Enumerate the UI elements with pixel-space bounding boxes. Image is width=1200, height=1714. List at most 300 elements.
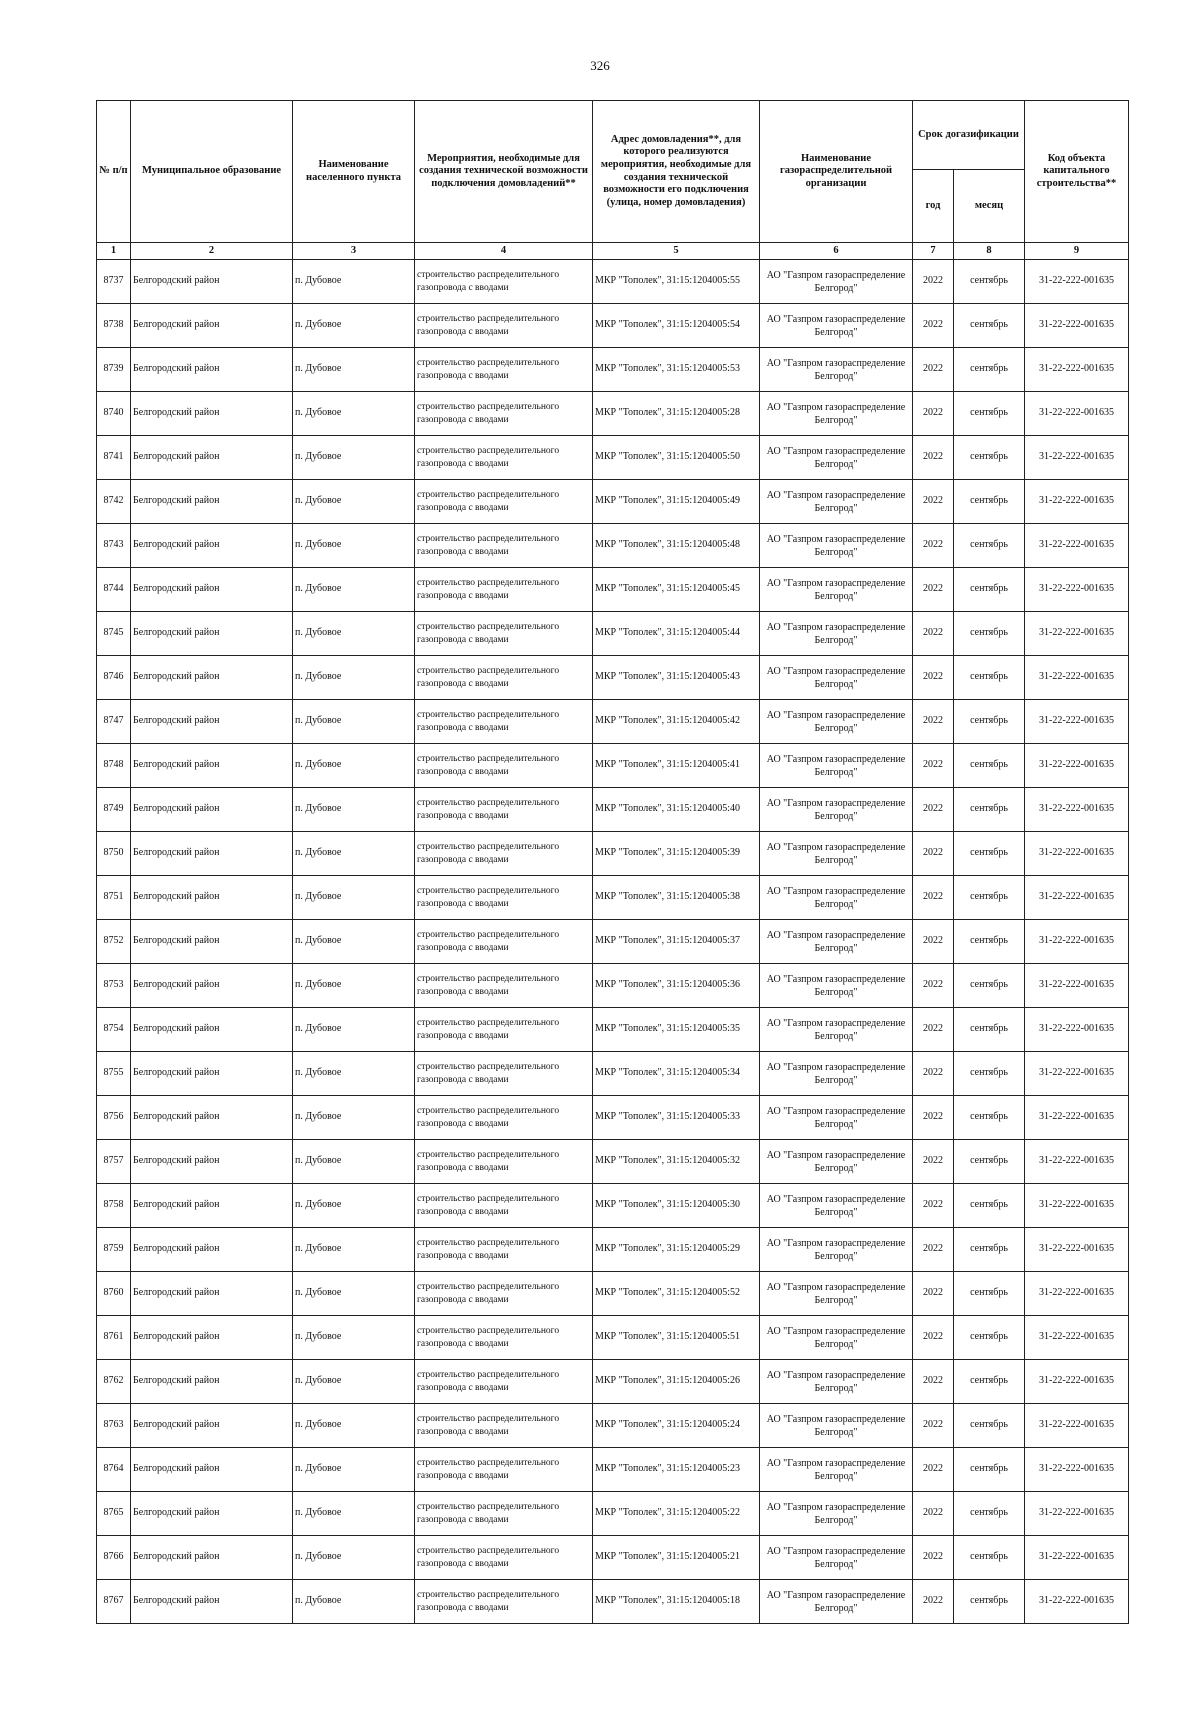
cell-code: 31-22-222-001635	[1025, 744, 1129, 788]
cell-address: МКР "Тополек", 31:15:1204005:33	[593, 1096, 760, 1140]
cell-month: сентябрь	[954, 524, 1025, 568]
cell-address: МКР "Тополек", 31:15:1204005:32	[593, 1140, 760, 1184]
cell-activity: строительство распределительного газопровода с вводами	[415, 700, 593, 744]
table-row	[97, 260, 1129, 304]
cell-number: 8761	[97, 1316, 131, 1360]
cell-number: 8744	[97, 568, 131, 612]
cell-municipality: Белгородский район	[131, 1492, 293, 1536]
table-row	[97, 788, 1129, 832]
cell-activity: строительство распределительного газопровода с вводами	[415, 568, 593, 612]
cell-year: 2022	[913, 1404, 954, 1448]
header-settlement: Наименование населенного пункта	[293, 101, 415, 243]
cell-month: сентябрь	[954, 568, 1025, 612]
cell-municipality: Белгородский район	[131, 1360, 293, 1404]
cell-settlement: п. Дубовое	[293, 1096, 415, 1140]
cell-number: 8754	[97, 1008, 131, 1052]
cell-year: 2022	[913, 1228, 954, 1272]
cell-municipality: Белгородский район	[131, 1228, 293, 1272]
cell-code: 31-22-222-001635	[1025, 568, 1129, 612]
cell-activity: строительство распределительного газопровода с вводами	[415, 1052, 593, 1096]
cell-month: сентябрь	[954, 1184, 1025, 1228]
table-row	[97, 1184, 1129, 1228]
cell-municipality: Белгородский район	[131, 832, 293, 876]
cell-activity: строительство распределительного газопровода с вводами	[415, 1316, 593, 1360]
column-number: 3	[293, 243, 415, 260]
cell-year: 2022	[913, 260, 954, 304]
cell-address: МКР "Тополек", 31:15:1204005:35	[593, 1008, 760, 1052]
cell-organization: АО "Газпром газораспределение Белгород"	[760, 920, 913, 964]
cell-number: 8763	[97, 1404, 131, 1448]
table-row	[97, 436, 1129, 480]
cell-settlement: п. Дубовое	[293, 1536, 415, 1580]
cell-address: МКР "Тополек", 31:15:1204005:39	[593, 832, 760, 876]
cell-settlement: п. Дубовое	[293, 1404, 415, 1448]
table-row	[97, 304, 1129, 348]
cell-activity: строительство распределительного газопровода с вводами	[415, 744, 593, 788]
cell-settlement: п. Дубовое	[293, 348, 415, 392]
cell-month: сентябрь	[954, 1448, 1025, 1492]
cell-year: 2022	[913, 744, 954, 788]
cell-code: 31-22-222-001635	[1025, 1140, 1129, 1184]
cell-address: МКР "Тополек", 31:15:1204005:49	[593, 480, 760, 524]
cell-code: 31-22-222-001635	[1025, 392, 1129, 436]
cell-year: 2022	[913, 1536, 954, 1580]
cell-year: 2022	[913, 1052, 954, 1096]
table-row	[97, 524, 1129, 568]
cell-address: МКР "Тополек", 31:15:1204005:22	[593, 1492, 760, 1536]
cell-number: 8743	[97, 524, 131, 568]
cell-municipality: Белгородский район	[131, 1140, 293, 1184]
cell-address: МКР "Тополек", 31:15:1204005:23	[593, 1448, 760, 1492]
cell-number: 8757	[97, 1140, 131, 1184]
cell-settlement: п. Дубовое	[293, 700, 415, 744]
cell-code: 31-22-222-001635	[1025, 788, 1129, 832]
cell-activity: строительство распределительного газопровода с вводами	[415, 1140, 593, 1184]
cell-number: 8766	[97, 1536, 131, 1580]
cell-month: сентябрь	[954, 920, 1025, 964]
cell-settlement: п. Дубовое	[293, 744, 415, 788]
cell-year: 2022	[913, 348, 954, 392]
cell-settlement: п. Дубовое	[293, 920, 415, 964]
cell-month: сентябрь	[954, 1052, 1025, 1096]
table-row	[97, 1316, 1129, 1360]
cell-municipality: Белгородский район	[131, 436, 293, 480]
cell-activity: строительство распределительного газопровода с вводами	[415, 920, 593, 964]
column-number: 9	[1025, 243, 1129, 260]
cell-organization: АО "Газпром газораспределение Белгород"	[760, 964, 913, 1008]
cell-code: 31-22-222-001635	[1025, 348, 1129, 392]
cell-municipality: Белгородский район	[131, 304, 293, 348]
cell-address: МКР "Тополек", 31:15:1204005:34	[593, 1052, 760, 1096]
cell-address: МКР "Тополек", 31:15:1204005:43	[593, 656, 760, 700]
table-row	[97, 876, 1129, 920]
cell-settlement: п. Дубовое	[293, 392, 415, 436]
column-number: 7	[913, 243, 954, 260]
cell-month: сентябрь	[954, 656, 1025, 700]
cell-month: сентябрь	[954, 1228, 1025, 1272]
table-row	[97, 1272, 1129, 1316]
cell-address: МКР "Тополек", 31:15:1204005:50	[593, 436, 760, 480]
cell-code: 31-22-222-001635	[1025, 876, 1129, 920]
cell-settlement: п. Дубовое	[293, 480, 415, 524]
cell-address: МКР "Тополек", 31:15:1204005:42	[593, 700, 760, 744]
cell-organization: АО "Газпром газораспределение Белгород"	[760, 700, 913, 744]
header-organization: Наименование газораспределительной организации	[760, 101, 913, 243]
cell-activity: строительство распределительного газопровода с вводами	[415, 1272, 593, 1316]
cell-settlement: п. Дубовое	[293, 1228, 415, 1272]
cell-settlement: п. Дубовое	[293, 1448, 415, 1492]
cell-number: 8746	[97, 656, 131, 700]
cell-organization: АО "Газпром газораспределение Белгород"	[760, 436, 913, 480]
cell-code: 31-22-222-001635	[1025, 1228, 1129, 1272]
cell-year: 2022	[913, 1448, 954, 1492]
cell-municipality: Белгородский район	[131, 348, 293, 392]
cell-year: 2022	[913, 304, 954, 348]
cell-organization: АО "Газпром газораспределение Белгород"	[760, 1140, 913, 1184]
cell-number: 8737	[97, 260, 131, 304]
cell-activity: строительство распределительного газопровода с вводами	[415, 1096, 593, 1140]
table-row	[97, 832, 1129, 876]
cell-settlement: п. Дубовое	[293, 568, 415, 612]
cell-municipality: Белгородский район	[131, 612, 293, 656]
cell-code: 31-22-222-001635	[1025, 1096, 1129, 1140]
cell-year: 2022	[913, 920, 954, 964]
cell-code: 31-22-222-001635	[1025, 1580, 1129, 1624]
cell-organization: АО "Газпром газораспределение Белгород"	[760, 304, 913, 348]
cell-number: 8740	[97, 392, 131, 436]
cell-number: 8749	[97, 788, 131, 832]
table-row	[97, 480, 1129, 524]
cell-organization: АО "Газпром газораспределение Белгород"	[760, 788, 913, 832]
cell-year: 2022	[913, 1272, 954, 1316]
cell-year: 2022	[913, 1580, 954, 1624]
cell-activity: строительство распределительного газопровода с вводами	[415, 260, 593, 304]
cell-municipality: Белгородский район	[131, 788, 293, 832]
cell-activity: строительство распределительного газопровода с вводами	[415, 348, 593, 392]
table-row	[97, 392, 1129, 436]
cell-activity: строительство распределительного газопровода с вводами	[415, 1404, 593, 1448]
cell-address: МКР "Тополек", 31:15:1204005:26	[593, 1360, 760, 1404]
header-month: месяц	[954, 170, 1025, 243]
cell-year: 2022	[913, 1008, 954, 1052]
cell-organization: АО "Газпром газораспределение Белгород"	[760, 876, 913, 920]
gasification-table	[96, 100, 1129, 1624]
cell-address: МКР "Тополек", 31:15:1204005:36	[593, 964, 760, 1008]
cell-month: сентябрь	[954, 1140, 1025, 1184]
cell-organization: АО "Газпром газораспределение Белгород"	[760, 656, 913, 700]
cell-address: МКР "Тополек", 31:15:1204005:41	[593, 744, 760, 788]
cell-number: 8762	[97, 1360, 131, 1404]
cell-code: 31-22-222-001635	[1025, 920, 1129, 964]
cell-address: МКР "Тополек", 31:15:1204005:52	[593, 1272, 760, 1316]
cell-code: 31-22-222-001635	[1025, 1536, 1129, 1580]
cell-code: 31-22-222-001635	[1025, 700, 1129, 744]
cell-number: 8747	[97, 700, 131, 744]
cell-activity: строительство распределительного газопровода с вводами	[415, 612, 593, 656]
cell-organization: АО "Газпром газораспределение Белгород"	[760, 1536, 913, 1580]
cell-code: 31-22-222-001635	[1025, 1404, 1129, 1448]
cell-activity: строительство распределительного газопровода с вводами	[415, 1536, 593, 1580]
cell-year: 2022	[913, 568, 954, 612]
cell-activity: строительство распределительного газопровода с вводами	[415, 480, 593, 524]
cell-code: 31-22-222-001635	[1025, 480, 1129, 524]
cell-address: МКР "Тополек", 31:15:1204005:30	[593, 1184, 760, 1228]
cell-code: 31-22-222-001635	[1025, 1316, 1129, 1360]
cell-settlement: п. Дубовое	[293, 1492, 415, 1536]
cell-month: сентябрь	[954, 1360, 1025, 1404]
table-row	[97, 920, 1129, 964]
cell-settlement: п. Дубовое	[293, 524, 415, 568]
cell-activity: строительство распределительного газопровода с вводами	[415, 392, 593, 436]
table-row	[97, 1536, 1129, 1580]
cell-organization: АО "Газпром газораспределение Белгород"	[760, 260, 913, 304]
cell-settlement: п. Дубовое	[293, 436, 415, 480]
table-row	[97, 1008, 1129, 1052]
cell-municipality: Белгородский район	[131, 524, 293, 568]
cell-address: МКР "Тополек", 31:15:1204005:51	[593, 1316, 760, 1360]
cell-municipality: Белгородский район	[131, 1008, 293, 1052]
cell-year: 2022	[913, 480, 954, 524]
cell-code: 31-22-222-001635	[1025, 260, 1129, 304]
cell-organization: АО "Газпром газораспределение Белгород"	[760, 1008, 913, 1052]
cell-number: 8764	[97, 1448, 131, 1492]
column-number: 1	[97, 243, 131, 260]
cell-address: МКР "Тополек", 31:15:1204005:38	[593, 876, 760, 920]
cell-code: 31-22-222-001635	[1025, 436, 1129, 480]
cell-organization: АО "Газпром газораспределение Белгород"	[760, 524, 913, 568]
cell-municipality: Белгородский район	[131, 260, 293, 304]
cell-code: 31-22-222-001635	[1025, 524, 1129, 568]
cell-year: 2022	[913, 436, 954, 480]
cell-code: 31-22-222-001635	[1025, 1360, 1129, 1404]
cell-organization: АО "Газпром газораспределение Белгород"	[760, 1448, 913, 1492]
cell-settlement: п. Дубовое	[293, 260, 415, 304]
table-row	[97, 612, 1129, 656]
table-row	[97, 1404, 1129, 1448]
cell-address: МКР "Тополек", 31:15:1204005:53	[593, 348, 760, 392]
header-code: Код объекта капитального строительства**	[1025, 101, 1129, 243]
cell-number: 8739	[97, 348, 131, 392]
cell-organization: АО "Газпром газораспределение Белгород"	[760, 1580, 913, 1624]
page-number: 326	[590, 58, 610, 73]
cell-month: сентябрь	[954, 1580, 1025, 1624]
cell-year: 2022	[913, 1360, 954, 1404]
cell-municipality: Белгородский район	[131, 480, 293, 524]
table-row	[97, 744, 1129, 788]
table-row	[97, 700, 1129, 744]
cell-activity: строительство распределительного газопровода с вводами	[415, 832, 593, 876]
cell-activity: строительство распределительного газопровода с вводами	[415, 964, 593, 1008]
header-deadline: Срок догазификации	[913, 101, 1025, 170]
cell-month: сентябрь	[954, 832, 1025, 876]
cell-organization: АО "Газпром газораспределение Белгород"	[760, 392, 913, 436]
cell-settlement: п. Дубовое	[293, 304, 415, 348]
table-row	[97, 348, 1129, 392]
table-row	[97, 1140, 1129, 1184]
cell-code: 31-22-222-001635	[1025, 1448, 1129, 1492]
cell-code: 31-22-222-001635	[1025, 832, 1129, 876]
cell-year: 2022	[913, 392, 954, 436]
cell-activity: строительство распределительного газопровода с вводами	[415, 1580, 593, 1624]
cell-month: сентябрь	[954, 1272, 1025, 1316]
cell-organization: АО "Газпром газораспределение Белгород"	[760, 1492, 913, 1536]
cell-address: МКР "Тополек", 31:15:1204005:48	[593, 524, 760, 568]
cell-settlement: п. Дубовое	[293, 964, 415, 1008]
cell-year: 2022	[913, 700, 954, 744]
cell-organization: АО "Газпром газораспределение Белгород"	[760, 1360, 913, 1404]
cell-month: сентябрь	[954, 876, 1025, 920]
cell-month: сентябрь	[954, 436, 1025, 480]
cell-address: МКР "Тополек", 31:15:1204005:54	[593, 304, 760, 348]
header-address: Адрес домовладения**, для которого реализуются мероприятия, необходимые для создания технической возможности его подключения (улица, номер домовладения)	[593, 101, 760, 243]
cell-code: 31-22-222-001635	[1025, 304, 1129, 348]
cell-settlement: п. Дубовое	[293, 1184, 415, 1228]
cell-year: 2022	[913, 788, 954, 832]
cell-number: 8756	[97, 1096, 131, 1140]
table-row	[97, 964, 1129, 1008]
cell-municipality: Белгородский район	[131, 744, 293, 788]
cell-year: 2022	[913, 1492, 954, 1536]
cell-address: МКР "Тополек", 31:15:1204005:55	[593, 260, 760, 304]
cell-code: 31-22-222-001635	[1025, 1008, 1129, 1052]
cell-municipality: Белгородский район	[131, 1272, 293, 1316]
cell-organization: АО "Газпром газораспределение Белгород"	[760, 1316, 913, 1360]
column-number: 4	[415, 243, 593, 260]
cell-address: МКР "Тополек", 31:15:1204005:45	[593, 568, 760, 612]
cell-organization: АО "Газпром газораспределение Белгород"	[760, 744, 913, 788]
cell-month: сентябрь	[954, 392, 1025, 436]
cell-municipality: Белгородский район	[131, 1096, 293, 1140]
cell-organization: АО "Газпром газораспределение Белгород"	[760, 1404, 913, 1448]
cell-municipality: Белгородский район	[131, 1404, 293, 1448]
cell-year: 2022	[913, 1316, 954, 1360]
cell-number: 8765	[97, 1492, 131, 1536]
cell-settlement: п. Дубовое	[293, 1316, 415, 1360]
cell-settlement: п. Дубовое	[293, 1580, 415, 1624]
cell-code: 31-22-222-001635	[1025, 1184, 1129, 1228]
cell-address: МКР "Тополек", 31:15:1204005:40	[593, 788, 760, 832]
cell-organization: АО "Газпром газораспределение Белгород"	[760, 612, 913, 656]
cell-month: сентябрь	[954, 1536, 1025, 1580]
cell-activity: строительство распределительного газопровода с вводами	[415, 788, 593, 832]
cell-month: сентябрь	[954, 1096, 1025, 1140]
column-number: 6	[760, 243, 913, 260]
cell-month: сентябрь	[954, 1492, 1025, 1536]
cell-number: 8742	[97, 480, 131, 524]
cell-address: МКР "Тополек", 31:15:1204005:44	[593, 612, 760, 656]
cell-address: МКР "Тополек", 31:15:1204005:29	[593, 1228, 760, 1272]
cell-activity: строительство распределительного газопровода с вводами	[415, 1492, 593, 1536]
cell-municipality: Белгородский район	[131, 1580, 293, 1624]
cell-municipality: Белгородский район	[131, 1536, 293, 1580]
cell-address: МКР "Тополек", 31:15:1204005:21	[593, 1536, 760, 1580]
cell-settlement: п. Дубовое	[293, 832, 415, 876]
cell-code: 31-22-222-001635	[1025, 612, 1129, 656]
cell-year: 2022	[913, 1140, 954, 1184]
table-row	[97, 1360, 1129, 1404]
cell-number: 8741	[97, 436, 131, 480]
cell-municipality: Белгородский район	[131, 876, 293, 920]
cell-number: 8752	[97, 920, 131, 964]
cell-month: сентябрь	[954, 788, 1025, 832]
cell-organization: АО "Газпром газораспределение Белгород"	[760, 1184, 913, 1228]
cell-municipality: Белгородский район	[131, 964, 293, 1008]
cell-activity: строительство распределительного газопровода с вводами	[415, 524, 593, 568]
cell-municipality: Белгородский район	[131, 920, 293, 964]
cell-month: сентябрь	[954, 260, 1025, 304]
cell-month: сентябрь	[954, 348, 1025, 392]
table-row	[97, 1228, 1129, 1272]
cell-organization: АО "Газпром газораспределение Белгород"	[760, 480, 913, 524]
cell-month: сентябрь	[954, 480, 1025, 524]
cell-month: сентябрь	[954, 700, 1025, 744]
cell-organization: АО "Газпром газораспределение Белгород"	[760, 568, 913, 612]
cell-settlement: п. Дубовое	[293, 876, 415, 920]
header-year: год	[913, 170, 954, 243]
cell-month: сентябрь	[954, 744, 1025, 788]
cell-activity: строительство распределительного газопровода с вводами	[415, 1184, 593, 1228]
cell-organization: АО "Газпром газораспределение Белгород"	[760, 1228, 913, 1272]
cell-number: 8748	[97, 744, 131, 788]
cell-activity: строительство распределительного газопровода с вводами	[415, 656, 593, 700]
cell-municipality: Белгородский район	[131, 1184, 293, 1228]
cell-organization: АО "Газпром газораспределение Белгород"	[760, 348, 913, 392]
cell-month: сентябрь	[954, 304, 1025, 348]
table-row	[97, 1492, 1129, 1536]
cell-settlement: п. Дубовое	[293, 1008, 415, 1052]
cell-settlement: п. Дубовое	[293, 612, 415, 656]
cell-year: 2022	[913, 524, 954, 568]
cell-month: сентябрь	[954, 1316, 1025, 1360]
cell-address: МКР "Тополек", 31:15:1204005:28	[593, 392, 760, 436]
cell-code: 31-22-222-001635	[1025, 1492, 1129, 1536]
cell-settlement: п. Дубовое	[293, 1052, 415, 1096]
cell-municipality: Белгородский район	[131, 1316, 293, 1360]
table-row	[97, 568, 1129, 612]
cell-month: сентябрь	[954, 964, 1025, 1008]
cell-activity: строительство распределительного газопровода с вводами	[415, 1008, 593, 1052]
cell-number: 8745	[97, 612, 131, 656]
cell-organization: АО "Газпром газораспределение Белгород"	[760, 1096, 913, 1140]
cell-month: сентябрь	[954, 1008, 1025, 1052]
cell-organization: АО "Газпром газораспределение Белгород"	[760, 1272, 913, 1316]
cell-number: 8758	[97, 1184, 131, 1228]
cell-settlement: п. Дубовое	[293, 1140, 415, 1184]
header-num: № п/п	[97, 101, 131, 243]
cell-number: 8753	[97, 964, 131, 1008]
cell-year: 2022	[913, 964, 954, 1008]
cell-activity: строительство распределительного газопровода с вводами	[415, 1448, 593, 1492]
cell-code: 31-22-222-001635	[1025, 1052, 1129, 1096]
cell-settlement: п. Дубовое	[293, 1360, 415, 1404]
header-municipality: Муниципальное образование	[131, 101, 293, 243]
cell-municipality: Белгородский район	[131, 656, 293, 700]
cell-year: 2022	[913, 832, 954, 876]
cell-settlement: п. Дубовое	[293, 1272, 415, 1316]
cell-organization: АО "Газпром газораспределение Белгород"	[760, 832, 913, 876]
cell-year: 2022	[913, 1096, 954, 1140]
cell-number: 8750	[97, 832, 131, 876]
cell-year: 2022	[913, 612, 954, 656]
table-row	[97, 656, 1129, 700]
cell-year: 2022	[913, 1184, 954, 1228]
column-number: 2	[131, 243, 293, 260]
cell-municipality: Белгородский район	[131, 1052, 293, 1096]
table-row	[97, 1052, 1129, 1096]
cell-code: 31-22-222-001635	[1025, 656, 1129, 700]
cell-municipality: Белгородский район	[131, 700, 293, 744]
column-number: 8	[954, 243, 1025, 260]
